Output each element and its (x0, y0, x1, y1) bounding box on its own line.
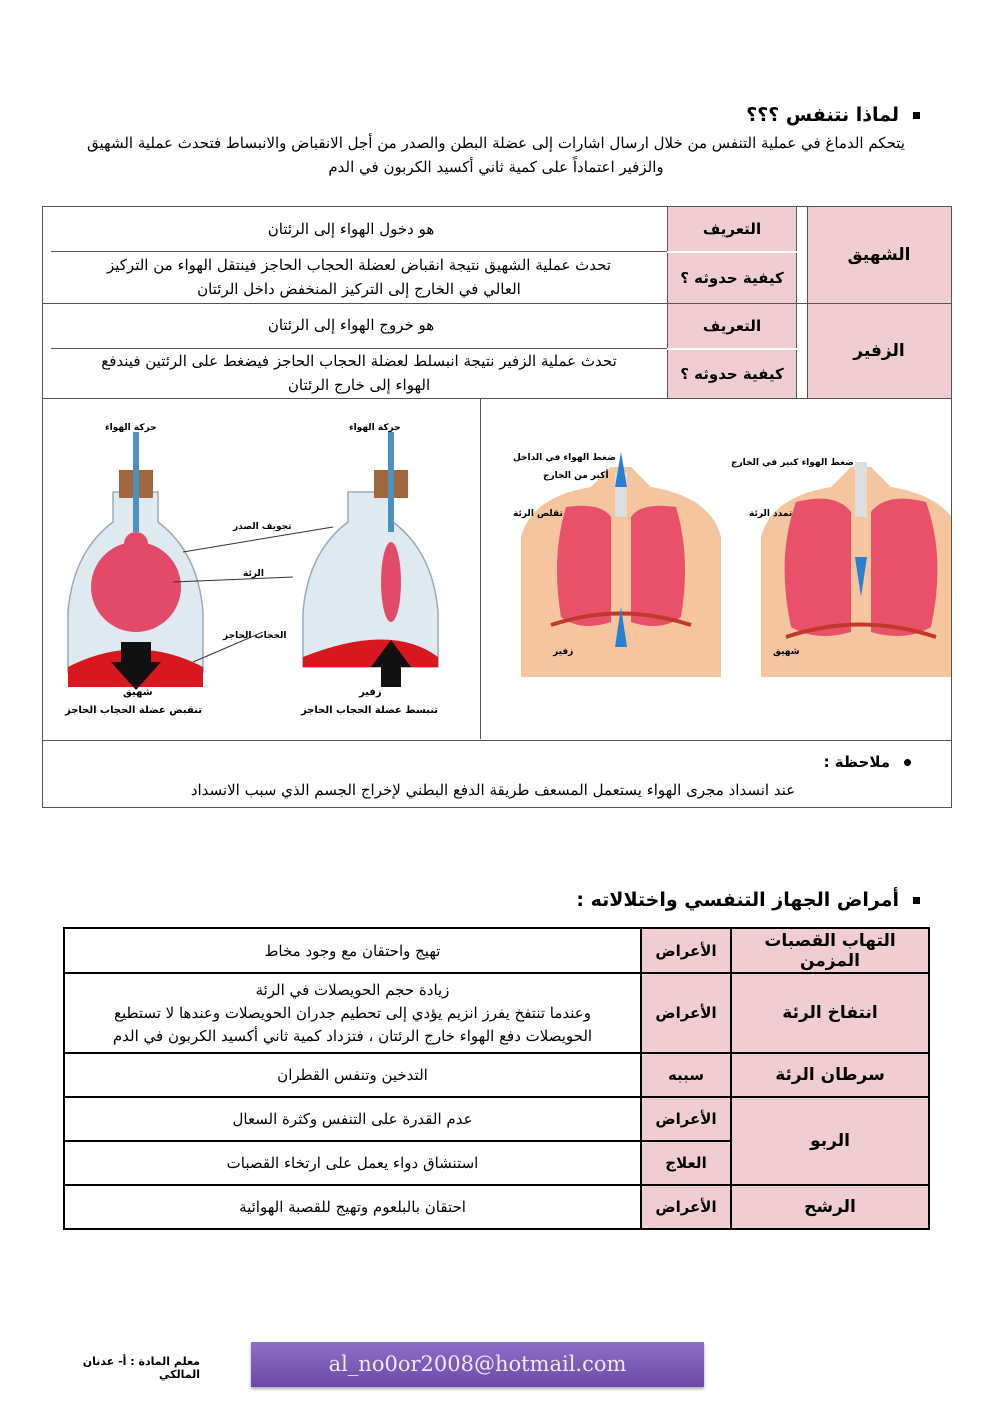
bronchitis-text: تهيج واحتقان مع وجود مخاط (64, 928, 641, 973)
intro-line-1: يتحكم الدماغ في عملية التنفس من خلال ارسال اشارات إلى عضلة البطن والصدر من أجل الانقباض والانبساط فتحدث عملية الشهيق (87, 134, 905, 152)
square-bullet-icon (913, 112, 920, 119)
note-divider (43, 740, 951, 741)
table-row (64, 1097, 929, 1141)
label-diaphragm: الحجاب الحاجز (223, 631, 287, 641)
disease-cold: الرشح (731, 1185, 929, 1229)
label-inhale-sub: تنقبض عضلة الحجاب الحاجز (65, 705, 203, 716)
asthma-treatment-text: استنشاق دواء يعمل على ارتخاء القصبات (64, 1141, 641, 1185)
label-exhale-caption: زفير (359, 687, 382, 698)
label-lung-expand: تمدد الرئة (749, 509, 793, 519)
asthma-symptoms-label: الأعراض (641, 1097, 731, 1141)
inhale-def-label: التعريف (667, 207, 797, 251)
inhale-how-line-1: تحدث عملية الشهيق نتيجة انقباض لعضلة الحجاب الحاجز فينتقل الهواء من التركيز (106, 256, 612, 274)
exhale-how-line-1: تحدث عملية الزفير نتيجة انبسلط لعضلة الحجاب الحاجز فيضغط على الرئتين فيندفع (101, 352, 617, 370)
asthma-treatment-label: العلاج (641, 1141, 731, 1185)
table-row (64, 928, 929, 973)
emphysema-line-1: زيادة حجم الحويصلات في الرئة (255, 980, 450, 999)
label-inhale-caption: شهيق (123, 687, 153, 698)
disease-emphysema: انتفاخ الرئة (731, 973, 929, 1053)
emphysema-label: الأعراض (641, 973, 731, 1053)
diagram-divider (480, 399, 481, 739)
exhale-how-label: كيفية حدوثه ؟ (667, 350, 797, 398)
disease-bronchitis: التهاب القصبات المزمن (731, 928, 929, 973)
inhale-how-line-2: العالي في الخارج إلى التركيز المنخفض داخل الرئتان (197, 280, 521, 298)
exhale-name: الزفير (853, 341, 905, 361)
label-air-move-1: حركة الهواء (105, 423, 157, 433)
torso-inhale (761, 462, 951, 677)
bell-jar-inhale (68, 432, 203, 690)
diseases-table (63, 927, 930, 1230)
disease-lung-cancer: سرطان الرئة (731, 1053, 929, 1097)
cold-label: الأعراض (641, 1185, 731, 1229)
intro-line-2: والزفير اعتماداً على كمية ثاني أكسيد الكربون في الدم (328, 158, 664, 176)
email-text[interactable]: al_no0or2008@hotmail.com (328, 1352, 627, 1376)
inhale-how-label: كيفية حدوثه ؟ (667, 253, 797, 303)
label-lung: الرئة (243, 569, 264, 579)
note-label: ملاحظة : (824, 753, 911, 771)
table-row (64, 973, 929, 1053)
torso-exhale (521, 452, 721, 677)
section-title-diseases: أمراض الجهاز التنفسي واختلالاته : (520, 889, 920, 911)
breathing-table (42, 206, 952, 808)
inhale-def-text: هو دخول الهواء إلى الرئتان (267, 220, 435, 238)
emphysema-line-2: وعندما تنتفخ يفرز انزيم يؤدي إلى تحطيم جدران الحويصلات وعندها لا تستطيع (114, 1003, 591, 1022)
cancer-label: سببه (641, 1053, 731, 1097)
square-bullet-icon (913, 897, 920, 904)
exhale-def-label: التعريف (667, 304, 797, 348)
table-row (64, 1053, 929, 1097)
bronchitis-label: الأعراض (641, 928, 731, 973)
emphysema-line-3: الحويصلات دفع الهواء خارج الرئتان ، فتزداد كمية ثاني أكسيد الكربون في الدم (112, 1026, 593, 1045)
inhale-name: الشهيق (847, 245, 911, 265)
intro-paragraph (40, 131, 952, 179)
label-exhale-caption-2: زفير (553, 647, 574, 657)
note-text: عند انسداد مجرى الهواء يستعمل المسعف طريقة الدفع البطني لإخراج الجسم الذي سبب الانسداد (190, 781, 796, 799)
exhale-how-text (51, 349, 667, 397)
row-divider (51, 251, 667, 252)
label-pressure-in: ضغط الهواء في الداخل (513, 453, 616, 463)
exhale-how-line-2: الهواء إلى خارج الرئتان (287, 376, 431, 394)
asthma-symptoms-text: عدم القدرة على التنفس وكثرة السعال (64, 1097, 641, 1141)
inhale-how-text (51, 253, 667, 301)
email-banner[interactable] (251, 1342, 704, 1387)
label-exhale-sub: تنبسط عضلة الحجاب الحاجز (301, 705, 439, 716)
label-pressure-out: ضغط الهواء كبير في الخارج (731, 458, 854, 468)
label-lung-shrink: تقلص الرئة (513, 509, 563, 519)
label-air-move-2: حركة الهواء (349, 423, 401, 433)
table-row (64, 1185, 929, 1229)
round-bullet-icon (904, 759, 911, 766)
cold-text: احتقان بالبلعوم وتهيج للقصبة الهوائية (64, 1185, 641, 1229)
block-divider (43, 398, 951, 399)
label-inhale-caption-2: شهيق (773, 647, 800, 657)
cancer-text: التدخين وتنفس القطران (64, 1053, 641, 1097)
section-title-why-breathe: لماذا نتنفس ؟؟؟ (560, 104, 920, 126)
teacher-credit: معلم المادة : أ- عدنان المالكي (82, 1355, 200, 1381)
exhale-def-text: هو خروج الهواء إلى الرئتان (267, 316, 435, 334)
label-chest-cavity: تجويف الصدر (233, 522, 292, 532)
label-pressure-in-2: أكبر من الخارج (543, 471, 609, 481)
disease-asthma: الربو (731, 1097, 929, 1185)
lungs-torso-diagram (511, 447, 951, 677)
emphysema-text (64, 973, 641, 1053)
bell-jar-exhale (303, 432, 438, 687)
